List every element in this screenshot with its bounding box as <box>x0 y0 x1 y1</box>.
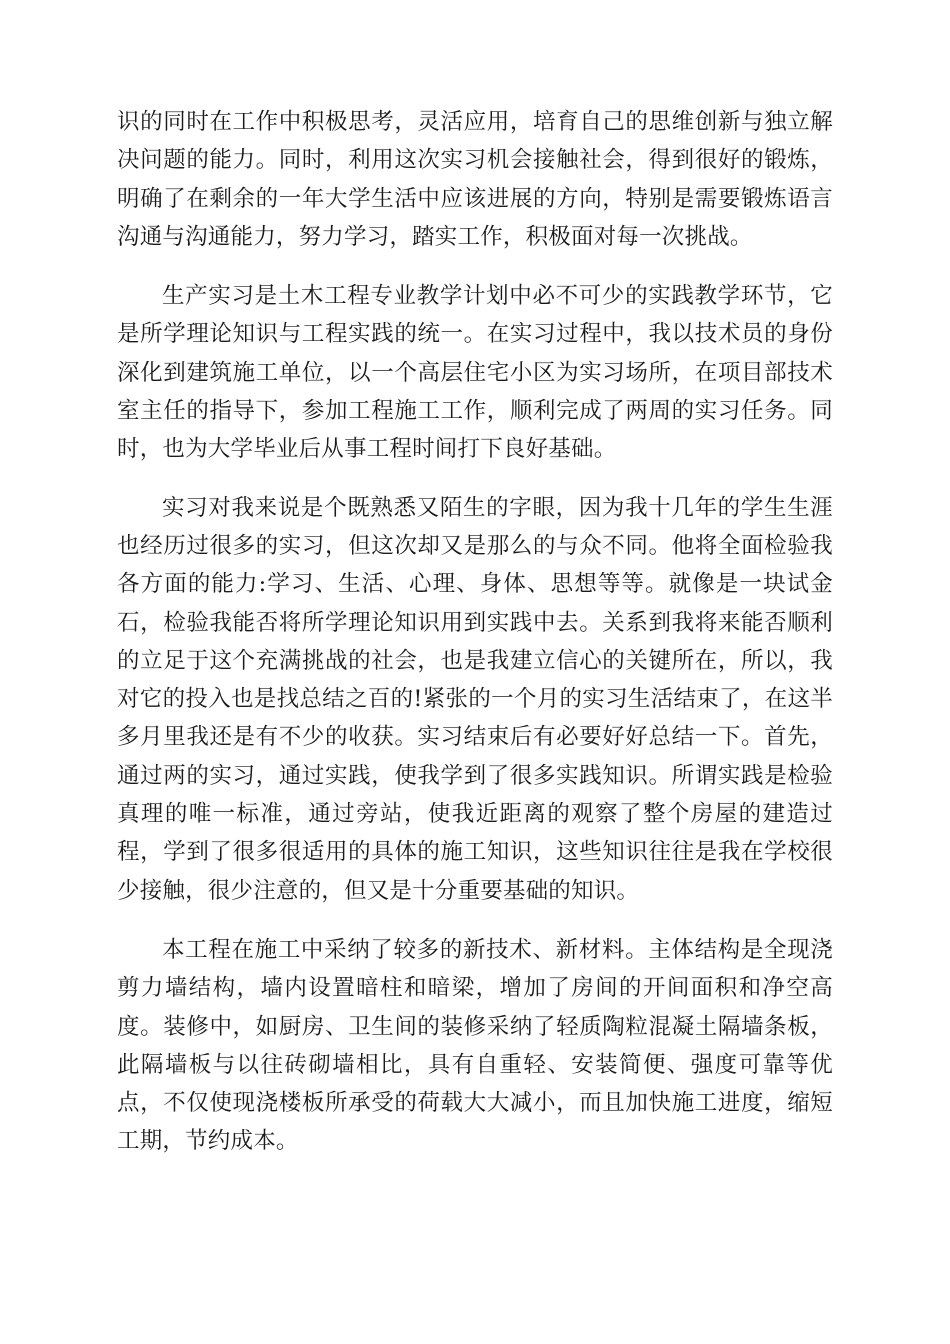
paragraph-continuation: 识的同时在工作中积极思考，灵活应用，培育自己的思维创新与独立解决问题的能力。同时，利用这次实习机会接触社会，得到很好的锻炼，明确了在剩余的一年大学生活中应该进展的方向，特别是需要锻炼语言沟通与沟通能力，努力学习，踏实工作，积极面对每一次挑战。 <box>117 109 833 250</box>
document-body <box>117 103 833 1161</box>
paragraph-new-technology: 本工程在施工中采纳了较多的新技术、新材料。主体结构是全现浇剪力墙结构，墙内设置暗柱和暗梁，增加了房间的开间面积和净空高度。装修中，如厨房、卫生间的装修采纳了轻质陶粒混凝土隔墙条板，此隔墙板与以往砖砌墙相比，具有自重轻、安装简便、强度可靠等优点，不仅使现浇楼板所承受的荷载大大减小，而且加快施工进度，缩短工期，节约成本。 <box>117 936 833 1155</box>
paragraph-production-internship: 生产实习是土木工程专业教学计划中必不可少的实践教学环节，它是所学理论知识与工程实践的统一。在实习过程中，我以技术员的身份深化到建筑施工单位，以一个高层住宅小区为实习场所，在项目部技术室主任的指导下，参加工程施工工作，顺利完成了两周的实习任务。同时，也为大学毕业后从事工程时间打下良好基础。 <box>117 283 833 463</box>
paragraph-internship-reflection: 实习对我来说是个既熟悉又陌生的字眼，因为我十几年的学生生涯也经历过很多的实习，但这次却又是那么的与众不同。他将全面检验我各方面的能力:学习、生活、心理、身体、思想等等。就像是一块试金石，检验我能否将所学理论知识用到实践中去。关系到我将来能否顺利的立足于这个充满挑战的社会，也是我建立信心的关键所在，所以，我对它的投入也是找总结之百的!紧张的一个月的实习生活结束了，在这半多月里我还是有不少的收获。实习结束后有必要好好总结一下。首先，通过两的实习，通过实践，使我学到了很多实践知识。所谓实践是检验真理的唯一标准，通过旁站，使我近距离的观察了整个房屋的建造过程，学到了很多很适用的具体的施工知识，这些知识往往是我在学校很少接触，很少注意的，但又是十分重要基础的知识。 <box>117 494 833 904</box>
